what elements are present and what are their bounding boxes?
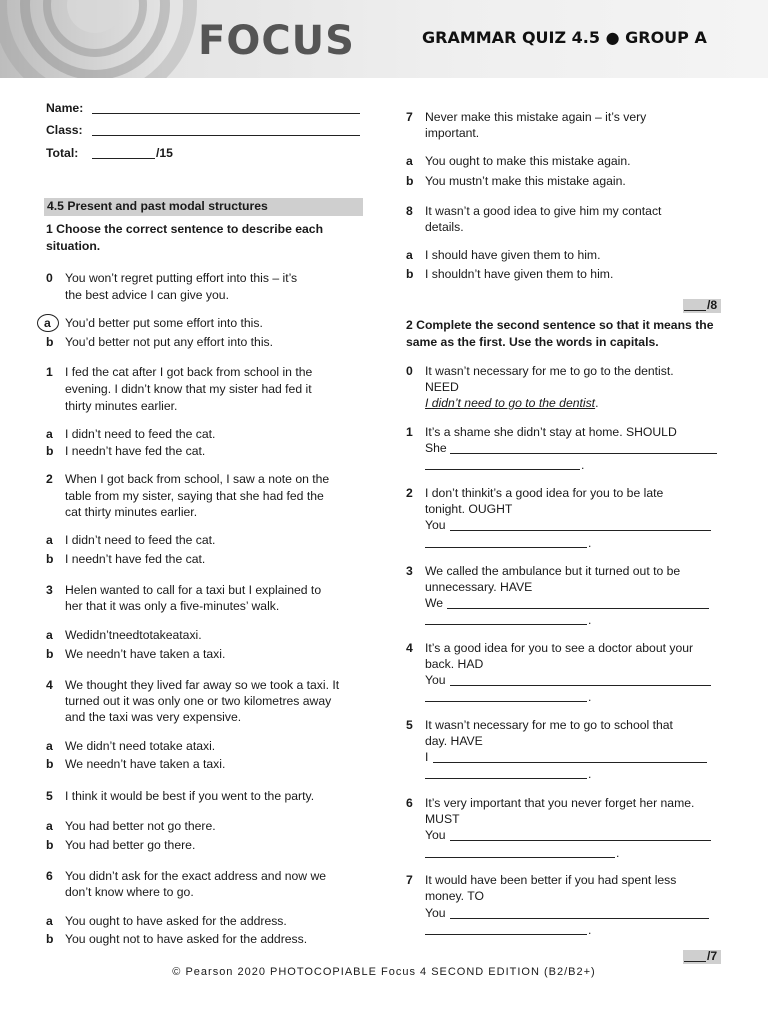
option-b[interactable]: You ought not to have asked for the address. bbox=[65, 932, 308, 946]
answer-start: We bbox=[425, 596, 444, 610]
total-suffix: /15 bbox=[156, 146, 173, 160]
option-letter-a: a bbox=[46, 628, 53, 642]
item-question: It’s very important that you never forget her name. bbox=[425, 796, 695, 810]
option-letter-b: b bbox=[46, 647, 54, 661]
item-question: back. HAD bbox=[425, 657, 484, 671]
option-letter-b: b bbox=[406, 267, 414, 281]
item-number: 2 bbox=[406, 486, 413, 500]
item-question: When I got back from school, I saw a note on the bbox=[65, 472, 330, 486]
item-number: 7 bbox=[406, 873, 413, 887]
option-a[interactable]: You’d better put some effort into this. bbox=[65, 316, 263, 330]
item-number: 2 bbox=[46, 472, 53, 486]
item-question: It wasn’t a good idea to give him my contact bbox=[425, 204, 662, 218]
answer-start: You bbox=[425, 518, 446, 532]
item-number: 3 bbox=[406, 564, 413, 578]
class-label: Class: bbox=[46, 123, 83, 137]
answer-line[interactable] bbox=[425, 547, 587, 548]
item-question: We thought they lived far away so we took a taxi. It bbox=[65, 678, 340, 692]
option-letter-a: a bbox=[46, 739, 53, 753]
answer-line[interactable] bbox=[450, 685, 711, 686]
quiz-title: GRAMMAR QUIZ 4.5 ● GROUP A bbox=[422, 28, 707, 47]
item-number: 7 bbox=[406, 110, 413, 124]
option-b[interactable]: I needn’t have fed the cat. bbox=[65, 444, 206, 458]
header-banner bbox=[0, 0, 768, 78]
option-letter-a: a bbox=[46, 819, 53, 833]
item-question: You didn’t ask for the exact address and now we bbox=[65, 869, 327, 883]
option-a[interactable]: I didn’t need to feed the cat. bbox=[65, 427, 216, 441]
answer-start: You bbox=[425, 906, 446, 920]
option-a[interactable]: You ought to make this mistake again. bbox=[425, 154, 631, 168]
item-number: 5 bbox=[46, 789, 53, 803]
answer-period: . bbox=[616, 846, 620, 860]
item-question: important. bbox=[425, 126, 480, 140]
item-question: evening. I didn’t know that my sister had fed it bbox=[65, 382, 312, 396]
option-b[interactable]: You’d better not put any effort into this. bbox=[65, 335, 274, 349]
answer-period: . bbox=[588, 690, 592, 704]
option-letter-b: b bbox=[46, 444, 54, 458]
ex1-score-field[interactable] bbox=[684, 310, 706, 311]
item-question: Helen wanted to call for a taxi but I explained to bbox=[65, 583, 322, 597]
option-a[interactable]: We didn’t need totake ataxi. bbox=[65, 739, 216, 753]
item-number: 0 bbox=[406, 364, 413, 378]
item-question: details. bbox=[425, 220, 464, 234]
option-letter-a: a bbox=[46, 533, 53, 547]
item-number: 6 bbox=[406, 796, 413, 810]
answer-line[interactable] bbox=[433, 762, 707, 763]
item-number: 5 bbox=[406, 718, 413, 732]
answer-line[interactable] bbox=[425, 857, 615, 858]
answer-line[interactable] bbox=[425, 934, 587, 935]
answer-start: You bbox=[425, 828, 446, 842]
answer-line[interactable] bbox=[450, 453, 717, 454]
item-question: tonight. OUGHT bbox=[425, 502, 513, 516]
item-question: We called the ambulance but it turned out to be bbox=[425, 564, 681, 578]
item-question: and the taxi was very expensive. bbox=[65, 710, 242, 724]
item-question: thirty minutes earlier. bbox=[65, 399, 178, 413]
item-question: money. TO bbox=[425, 889, 484, 903]
answer-period: . bbox=[588, 613, 592, 627]
total-field[interactable] bbox=[92, 158, 155, 159]
footer-copyright: © Pearson 2020 PHOTOCOPIABLE Focus 4 SECOND EDITION (B2/B2+) bbox=[172, 966, 596, 978]
class-field[interactable] bbox=[92, 135, 360, 136]
item-question: her that it was only a five-minutes’ walk. bbox=[65, 599, 280, 613]
ex2-instruction-cont: same as the first. Use the words in capitals. bbox=[406, 335, 659, 349]
option-letter-a: a bbox=[46, 914, 53, 928]
option-letter-a: a bbox=[44, 316, 51, 330]
item-number: 6 bbox=[46, 869, 53, 883]
option-b[interactable]: I shouldn’t have given them to him. bbox=[425, 267, 614, 281]
item-number: 0 bbox=[46, 271, 53, 285]
answer-period: . bbox=[581, 458, 585, 472]
name-field[interactable] bbox=[92, 113, 360, 114]
option-letter-b: b bbox=[46, 335, 54, 349]
item-number: 8 bbox=[406, 204, 413, 218]
item-question: It would have been better if you had spent less bbox=[425, 873, 677, 887]
item-question: turned out it was only one or two kilometres away bbox=[65, 694, 332, 708]
answer-line[interactable] bbox=[425, 469, 580, 470]
item-question: table from my sister, saying that she had fed the bbox=[65, 489, 324, 503]
option-a[interactable]: Wedidn’tneedtotakeataxi. bbox=[65, 628, 202, 642]
option-letter-a: a bbox=[406, 248, 413, 262]
option-b[interactable]: You mustn’t make this mistake again. bbox=[425, 174, 626, 188]
answer-start: I bbox=[425, 750, 429, 764]
ex1-instruction-cont: situation. bbox=[46, 239, 101, 253]
item-keyword: NEED bbox=[425, 380, 459, 394]
focus-logo-swirl-icon bbox=[0, 0, 200, 78]
ex2-instruction: 2 Complete the second sentence so that it means the bbox=[406, 318, 714, 332]
item-number: 3 bbox=[46, 583, 53, 597]
item-question: Never make this mistake again – it’s very bbox=[425, 110, 647, 124]
answer-line[interactable] bbox=[425, 624, 587, 625]
item-question: It’s a good idea for you to see a doctor about your bbox=[425, 641, 694, 655]
option-letter-b: b bbox=[46, 838, 54, 852]
answer-line[interactable] bbox=[425, 778, 587, 779]
item-number: 1 bbox=[406, 425, 413, 439]
option-a[interactable]: I should have given them to him. bbox=[425, 248, 601, 262]
option-b[interactable]: We needn’t have taken a taxi. bbox=[65, 647, 226, 661]
item-question: unnecessary. HAVE bbox=[425, 580, 533, 594]
answer-start: She bbox=[425, 441, 447, 455]
answer-line[interactable] bbox=[450, 530, 711, 531]
item-question: It’s a shame she didn’t stay at home. SHOULD bbox=[425, 425, 677, 439]
option-letter-b: b bbox=[46, 757, 54, 771]
item-question: don’t know where to go. bbox=[65, 885, 194, 899]
answer-period: . bbox=[588, 536, 592, 550]
answer-line[interactable] bbox=[425, 701, 587, 702]
item-question: day. HAVE bbox=[425, 734, 483, 748]
option-letter-b: b bbox=[46, 932, 54, 946]
section-title: 4.5 Present and past modal structures bbox=[47, 199, 268, 213]
option-b[interactable]: We needn’t have taken a taxi. bbox=[65, 757, 226, 771]
option-letter-a: a bbox=[406, 154, 413, 168]
name-label: Name: bbox=[46, 101, 84, 115]
ex2-score: /7 bbox=[707, 949, 718, 963]
item-question: the best advice I can give you. bbox=[65, 288, 229, 302]
answer-line[interactable] bbox=[450, 918, 709, 919]
option-b[interactable]: I needn’t have fed the cat. bbox=[65, 552, 206, 566]
option-b[interactable]: You had better go there. bbox=[65, 838, 196, 852]
answer-period: . bbox=[588, 767, 592, 781]
option-a[interactable]: You had better not go there. bbox=[65, 819, 216, 833]
item-question: It wasn’t necessary for me to go to school that bbox=[425, 718, 673, 732]
ex1-instruction: 1 Choose the correct sentence to describe each bbox=[46, 222, 324, 236]
item-question: MUST bbox=[425, 812, 460, 826]
answer-line[interactable] bbox=[447, 608, 709, 609]
item-number: 1 bbox=[46, 365, 53, 379]
answer-period: . bbox=[588, 923, 592, 937]
example-answer: I didn’t need to go to the dentist. bbox=[425, 396, 599, 410]
option-letter-b: b bbox=[406, 174, 414, 188]
total-label: Total: bbox=[46, 146, 79, 160]
option-a[interactable]: I didn’t need to feed the cat. bbox=[65, 533, 216, 547]
option-letter-b: b bbox=[46, 552, 54, 566]
item-question: I fed the cat after I got back from school in the bbox=[65, 365, 313, 379]
item-question: You won’t regret putting effort into this – it’s bbox=[65, 271, 298, 285]
item-number: 4 bbox=[406, 641, 413, 655]
answer-start: You bbox=[425, 673, 446, 687]
ex2-score-field[interactable] bbox=[684, 961, 706, 962]
option-a[interactable]: You ought to have asked for the address. bbox=[65, 914, 287, 928]
item-question: I don’t thinkit’s a good idea for you to be late bbox=[425, 486, 664, 500]
item-number: 4 bbox=[46, 678, 53, 692]
ex1-score: /8 bbox=[707, 298, 718, 312]
option-letter-a: a bbox=[46, 427, 53, 441]
item-question: cat thirty minutes earlier. bbox=[65, 505, 198, 519]
answer-line[interactable] bbox=[450, 840, 711, 841]
focus-logo: FOCUS bbox=[198, 18, 355, 64]
item-question: It wasn’t necessary for me to go to the dentist. bbox=[425, 364, 674, 378]
item-question: I think it would be best if you went to the party. bbox=[65, 789, 315, 803]
